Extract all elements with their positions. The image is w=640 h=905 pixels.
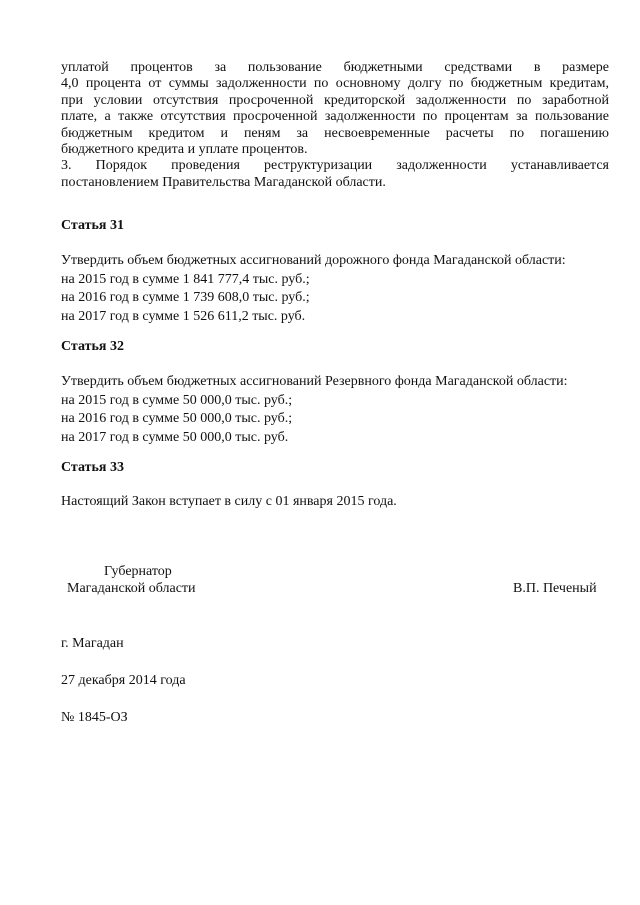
article-33-text: Настоящий Закон вступает в силу с 01 января 2015 года. <box>61 494 397 509</box>
article-32-line: на 2015 год в сумме 50 000,0 тыс. руб.; <box>61 392 293 408</box>
article-31-line: Утвердить объем бюджетных ассигнований дорожного фонда Магаданской области: <box>61 253 566 268</box>
article-32-body <box>61 373 609 447</box>
article-31-heading: Статья 31 <box>61 218 124 233</box>
article-32-line: на 2016 год в сумме 50 000,0 тыс. руб.; <box>61 411 293 426</box>
article-31-line: на 2016 год в сумме 1 739 608,0 тыс. руб.; <box>61 290 310 305</box>
article-33-heading: Статья 33 <box>61 460 124 475</box>
article-31-line: на 2015 год в сумме 1 841 777,4 тыс. руб.; <box>61 271 310 287</box>
intro-line: бюджетного кредита и уплате процентов. <box>61 142 308 158</box>
signature-title-line1: Губернатор <box>104 564 172 579</box>
intro-line: 4,0 процента от суммы задолженности по основному долгу по бюджетным кредитам, <box>61 76 609 92</box>
intro-paragraph <box>61 60 609 191</box>
item3-line: постановлением Правительства Магаданской области. <box>61 174 386 190</box>
item3-line: 3. Порядок проведения реструктуризации задолженности устанавливается <box>61 158 609 174</box>
article-31-line: на 2017 год в сумме 1 526 611,2 тыс. руб. <box>61 308 306 324</box>
intro-line: плате, а также отсутствия просроченной задолженности по процентам за пользование <box>61 109 609 125</box>
intro-line: бюджетным кредитом и пеням за несвоевременные расчеты по погашению <box>61 125 609 141</box>
signature-title-line2: Магаданской области <box>67 581 196 596</box>
article-33-body <box>61 494 609 510</box>
article-32-heading: Статья 32 <box>61 339 124 354</box>
intro-line: уплатой процентов за пользование бюджетными средствами в размере <box>61 60 609 75</box>
article-32-line: на 2017 год в сумме 50 000,0 тыс. руб. <box>61 429 289 445</box>
intro-line: при условии отсутствия просроченной кредиторской задолженности по заработной <box>61 92 609 108</box>
date: 27 декабря 2014 года <box>61 673 186 688</box>
signature-name: В.П. Печеный <box>513 581 597 596</box>
article-31-body <box>61 252 609 326</box>
article-32-line: Утвердить объем бюджетных ассигнований Резервного фонда Магаданской области: <box>61 374 568 389</box>
law-number: № 1845-ОЗ <box>61 710 128 725</box>
city: г. Магадан <box>61 636 124 651</box>
